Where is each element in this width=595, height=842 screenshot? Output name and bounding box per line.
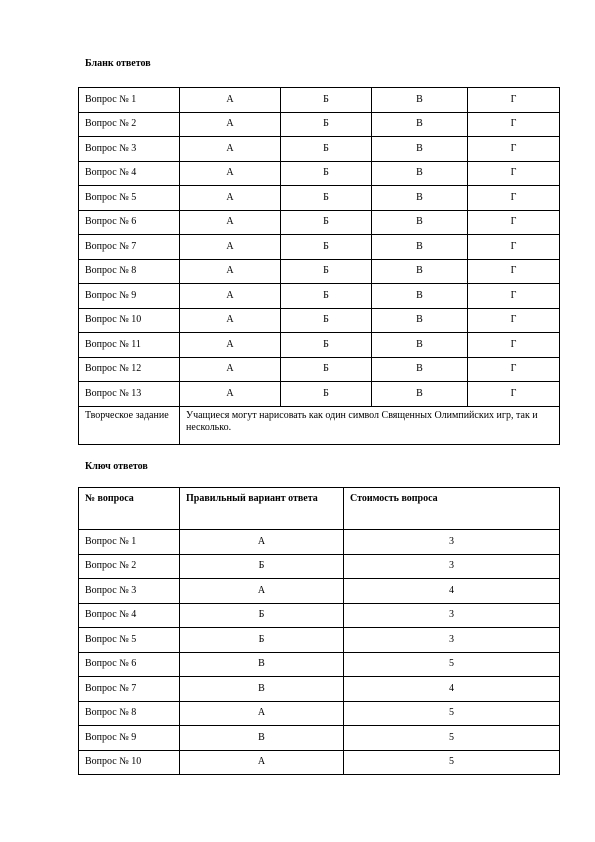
answer-sheet-row <box>79 137 560 162</box>
answer-key-row <box>79 603 560 628</box>
answer-option-cell: В <box>372 308 468 333</box>
correct-answer-cell: Б <box>180 554 344 579</box>
answer-key-header-row <box>79 488 560 530</box>
answer-option-cell: В <box>372 259 468 284</box>
column-header-correct-answer: Правильный вариант ответа <box>180 488 344 530</box>
answer-option-cell: Б <box>281 186 372 211</box>
question-label: Вопрос № 2 <box>79 554 180 579</box>
column-header-question-number: № вопроса <box>79 488 180 530</box>
answer-option-cell: А <box>180 284 281 309</box>
answer-option-cell: А <box>180 161 281 186</box>
answer-key-row <box>79 750 560 775</box>
correct-answer-cell: Б <box>180 603 344 628</box>
answer-key-row <box>79 701 560 726</box>
column-header-points: Стоимость вопроса <box>344 488 560 530</box>
answer-sheet-row <box>79 210 560 235</box>
answer-option-cell: Г <box>468 308 560 333</box>
answer-sheet-row <box>79 382 560 407</box>
correct-answer-cell: В <box>180 726 344 751</box>
question-label: Вопрос № 1 <box>79 88 180 113</box>
answer-option-cell: Б <box>281 88 372 113</box>
answer-option-cell: В <box>372 137 468 162</box>
answer-key-row <box>79 554 560 579</box>
correct-answer-cell: А <box>180 579 344 604</box>
question-label: Вопрос № 9 <box>79 284 180 309</box>
answer-option-cell: Г <box>468 333 560 358</box>
answer-sheet-row <box>79 259 560 284</box>
answer-sheet-row <box>79 186 560 211</box>
creative-task-text: Учащиеся могут нарисовать как один символ Священных Олимпийских игр, так и несколько. <box>180 406 560 444</box>
answer-key-row <box>79 579 560 604</box>
question-label: Вопрос № 5 <box>79 628 180 653</box>
answer-sheet-row <box>79 235 560 260</box>
points-cell: 5 <box>344 726 560 751</box>
answer-option-cell: В <box>372 382 468 407</box>
question-label: Вопрос № 7 <box>79 235 180 260</box>
answer-option-cell: А <box>180 186 281 211</box>
points-cell: 3 <box>344 628 560 653</box>
answer-option-cell: В <box>372 88 468 113</box>
answer-sheet-row <box>79 284 560 309</box>
question-label: Вопрос № 4 <box>79 603 180 628</box>
answer-sheet-row <box>79 333 560 358</box>
answer-sheet-row <box>79 88 560 113</box>
question-label: Вопрос № 6 <box>79 210 180 235</box>
answer-sheet-row <box>79 308 560 333</box>
answer-option-cell: А <box>180 88 281 113</box>
answer-key-row <box>79 726 560 751</box>
answer-option-cell: Г <box>468 357 560 382</box>
answer-option-cell: Г <box>468 88 560 113</box>
answer-option-cell: Г <box>468 382 560 407</box>
answer-key-title: Ключ ответов <box>85 461 148 472</box>
answer-key-row <box>79 628 560 653</box>
answer-option-cell: Г <box>468 235 560 260</box>
creative-task-row <box>79 406 560 444</box>
answer-option-cell: Б <box>281 333 372 358</box>
answer-option-cell: В <box>372 333 468 358</box>
answer-option-cell: В <box>372 357 468 382</box>
answer-option-cell: В <box>372 284 468 309</box>
answer-sheet-row <box>79 357 560 382</box>
answer-option-cell: А <box>180 137 281 162</box>
points-cell: 3 <box>344 603 560 628</box>
points-cell: 4 <box>344 579 560 604</box>
correct-answer-cell: А <box>180 701 344 726</box>
question-label: Вопрос № 6 <box>79 652 180 677</box>
answer-option-cell: Г <box>468 112 560 137</box>
answer-sheet-row <box>79 112 560 137</box>
question-label: Вопрос № 12 <box>79 357 180 382</box>
correct-answer-cell: А <box>180 750 344 775</box>
question-label: Вопрос № 3 <box>79 579 180 604</box>
answer-option-cell: Г <box>468 161 560 186</box>
question-label: Вопрос № 10 <box>79 308 180 333</box>
answer-option-cell: В <box>372 112 468 137</box>
points-cell: 5 <box>344 701 560 726</box>
question-label: Вопрос № 7 <box>79 677 180 702</box>
answer-option-cell: Г <box>468 210 560 235</box>
answer-key-table <box>78 487 560 775</box>
answer-option-cell: Г <box>468 186 560 211</box>
answer-sheet-table <box>78 87 560 445</box>
answer-option-cell: А <box>180 112 281 137</box>
question-label: Вопрос № 8 <box>79 701 180 726</box>
answer-option-cell: Г <box>468 284 560 309</box>
answer-option-cell: А <box>180 235 281 260</box>
answer-option-cell: Б <box>281 357 372 382</box>
question-label: Вопрос № 8 <box>79 259 180 284</box>
correct-answer-cell: Б <box>180 628 344 653</box>
correct-answer-cell: В <box>180 652 344 677</box>
answer-key-row <box>79 677 560 702</box>
answer-option-cell: Г <box>468 137 560 162</box>
answer-option-cell: А <box>180 357 281 382</box>
answer-key-row <box>79 652 560 677</box>
answer-option-cell: В <box>372 161 468 186</box>
answer-option-cell: Б <box>281 308 372 333</box>
answer-key-row <box>79 530 560 555</box>
answer-option-cell: В <box>372 210 468 235</box>
answer-option-cell: Б <box>281 137 372 162</box>
question-label: Вопрос № 9 <box>79 726 180 751</box>
question-label: Вопрос № 2 <box>79 112 180 137</box>
answer-option-cell: А <box>180 333 281 358</box>
question-label: Вопрос № 5 <box>79 186 180 211</box>
answer-option-cell: Б <box>281 235 372 260</box>
answer-option-cell: В <box>372 235 468 260</box>
answer-option-cell: Б <box>281 259 372 284</box>
answer-sheet-title: Бланк ответов <box>85 58 151 69</box>
answer-option-cell: А <box>180 382 281 407</box>
question-label: Вопрос № 10 <box>79 750 180 775</box>
answer-option-cell: А <box>180 210 281 235</box>
points-cell: 5 <box>344 750 560 775</box>
answer-option-cell: В <box>372 186 468 211</box>
answer-sheet-row <box>79 161 560 186</box>
question-label: Вопрос № 13 <box>79 382 180 407</box>
answer-option-cell: Б <box>281 210 372 235</box>
points-cell: 5 <box>344 652 560 677</box>
answer-option-cell: Г <box>468 259 560 284</box>
question-label: Вопрос № 3 <box>79 137 180 162</box>
points-cell: 3 <box>344 530 560 555</box>
answer-option-cell: Б <box>281 161 372 186</box>
answer-option-cell: Б <box>281 112 372 137</box>
answer-option-cell: А <box>180 308 281 333</box>
question-label: Вопрос № 1 <box>79 530 180 555</box>
question-label: Вопрос № 4 <box>79 161 180 186</box>
correct-answer-cell: А <box>180 530 344 555</box>
points-cell: 3 <box>344 554 560 579</box>
answer-option-cell: Б <box>281 382 372 407</box>
question-label: Вопрос № 11 <box>79 333 180 358</box>
answer-option-cell: А <box>180 259 281 284</box>
correct-answer-cell: В <box>180 677 344 702</box>
creative-task-label: Творческое задание <box>79 406 180 444</box>
answer-option-cell: Б <box>281 284 372 309</box>
points-cell: 4 <box>344 677 560 702</box>
